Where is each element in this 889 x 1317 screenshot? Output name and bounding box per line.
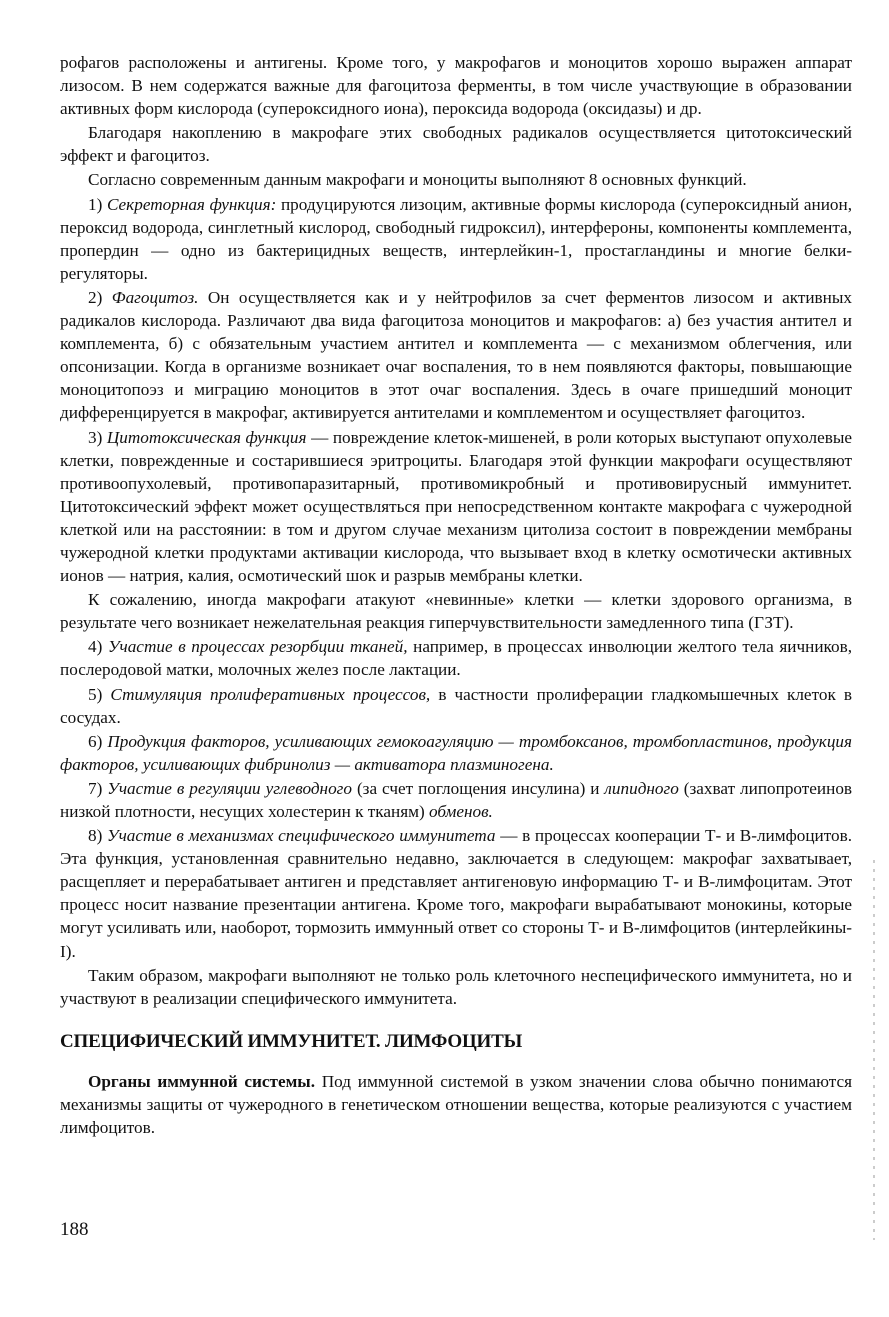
function-text: — повреждение клеток-мишеней, в роли которых выступают опухолевые клетки, поврежденные и состарившиеся эритроциты. Благодаря этой функции макрофаги осуществляют противоопухолевый, противопаразитарный, противомикробный и противовирусный иммунитет. Цитотоксический эффект может осуществляться при непосредственном контакте макрофага с чужеродной клеткой или на расстоянии: в том и другом случае механизм цитолиза состоит в повреждении мембраны чужеродной клетки продуктами активации кислорода, что вызывает вход в клетку осмотически активных ионов — натрия, калия, осмотический шок и разрыв мембраны клетки.: [60, 427, 852, 586]
lead-term: Органы иммунной системы.: [88, 1071, 316, 1091]
paragraph-immune-organs: [60, 1070, 852, 1139]
page-number: 188: [60, 1219, 89, 1240]
function-text: в частности пролиферации гладкомышечных клеток в сосудах.: [60, 684, 853, 727]
function-number: 1): [88, 194, 103, 214]
function-title: Стимуляция пролиферативных процессов,: [110, 684, 431, 704]
paragraph-macrophage-lysosomes: рофагов расположены и антигены. Кроме того, у макрофагов и моноцитов хорошо выражен аппарат лизосом. В нем содержатся важные для фагоцитоза ферменты, в том числе участвующие в образовании активных форм кислорода (супероксидного иона), пероксида водорода (оксидазы) и др.: [60, 53, 852, 119]
function-title-metabolism: обменов.: [429, 802, 493, 821]
function-8-specific-immunity: [60, 824, 852, 963]
function-title-carbohydrate: Участие в регуляции углеводного: [107, 778, 352, 798]
function-title: Участие в механизмах специфического иммунитета: [107, 826, 496, 846]
function-6-coagulation: [60, 730, 852, 776]
section-heading: СПЕЦИФИЧЕСКИЙ ИММУНИТЕТ. ЛИМФОЦИТЫ: [60, 1030, 523, 1052]
paragraph-eight-functions: Согласно современным данным макрофаги и моноциты выполняют 8 основных функций.: [88, 170, 747, 190]
function-text: (за счет поглощения инсулина) и: [356, 778, 600, 798]
function-title-lipid: липидного: [604, 778, 679, 798]
function-2-phagocytosis: [60, 286, 852, 425]
function-7-metabolism: [60, 777, 852, 823]
function-3-cytotoxic: [60, 426, 852, 588]
function-title: Цитотоксическая функция: [106, 427, 307, 447]
paragraph-summary: Таким образом, макрофаги выполняют не только роль клеточного неспецифического иммунитета, но и участвуют в реализации специфического иммунитета.: [60, 965, 852, 1008]
function-number: 8): [88, 826, 103, 846]
function-text: продуцируются лизоцим, активные формы кислорода (супероксидный анион, пероксид водорода, синглетный кислород, свободный гидроксил), интерфероны, компоненты комплемента, пропердин — одно из бактерицидных веществ, интерлейкин-1, простагландины и многие белки-регуляторы.: [60, 194, 852, 283]
function-5-proliferation: [60, 683, 852, 729]
function-text: например, в процессах инволюции желтого тела яичников, послеродовой матки, молочных желез после лактации.: [60, 637, 852, 680]
function-number: 6): [88, 731, 103, 751]
scan-edge-artifact: [873, 860, 875, 1240]
function-4-resorption: [60, 635, 852, 681]
function-number: 5): [88, 684, 103, 704]
function-number: 3): [88, 427, 103, 447]
function-title: Фагоцитоз.: [111, 287, 199, 307]
page-body: [60, 51, 852, 1139]
function-title: Участие в процессах резорбции тканей,: [107, 637, 408, 657]
function-number: 7): [88, 778, 103, 798]
function-title: Секреторная функция:: [106, 194, 277, 214]
paragraph-hypersensitivity: К сожалению, иногда макрофаги атакуют «невинные» клетки — клетки здорового организма, в результате чего возникает нежелательная реакция гиперчувствительности замедленного типа (ГЗТ).: [60, 590, 852, 633]
function-number: 2): [88, 287, 103, 307]
function-title: Продукция факторов, усиливающих гемокоагуляцию — тромбоксанов, тромбопластинов, продукция факторов, усиливающих фибринолиз — активатора плазминогена.: [60, 731, 852, 774]
lead-text: Под иммунной системой в узком значении слова обычно понимаются механизмы защиты от чужеродного в генетическом отношении вещества, которые реализуются с участием лимфоцитов.: [60, 1071, 852, 1138]
function-text: — в процессах кооперации Т- и В-лимфоцитов. Эта функция, установленная сравнительно недавно, заключается в следующем: макрофаг захватывает, расщепляет и перерабатывает антиген и представляет антигеновую информацию Т- и В-лимфоцитам. Этот процесс носит название презентации антигена. Кроме того, макрофаги вырабатывают монокины, которые могут усиливать или, наоборот, тормозить иммунный ответ со стороны Т- и В-лимфоцитов (интерлейкины-I).: [60, 826, 853, 961]
paragraph-free-radicals: Благодаря накоплению в макрофаге этих свободных радикалов осуществляется цитотоксический эффект и фагоцитоз.: [60, 123, 852, 166]
function-text: (захват липопротеинов низкой плотности, несущих холестерин к тканям): [60, 778, 853, 821]
function-1-secretory: [60, 193, 852, 285]
function-text: Он осуществляется как и у нейтрофилов за счет ферментов лизосом и активных радикалов кислорода. Различают два вида фагоцитоза моноцитов и макрофагов: а) без участия антител и комплемента, б) с обязательным участием антител и комплемента — с механизмом облегчения, или опсонизации. Когда в организме возникает очаг воспаления, то в нем появляются факторы, повышающие моноцитопоэз и миграцию моноцитов в этот очаг воспаления. Здесь в очаге пришедший моноцит дифференцируется в макрофаг, активируется антителами и комплементом и осуществляет фагоцитоз.: [60, 287, 853, 423]
function-number: 4): [88, 637, 103, 657]
